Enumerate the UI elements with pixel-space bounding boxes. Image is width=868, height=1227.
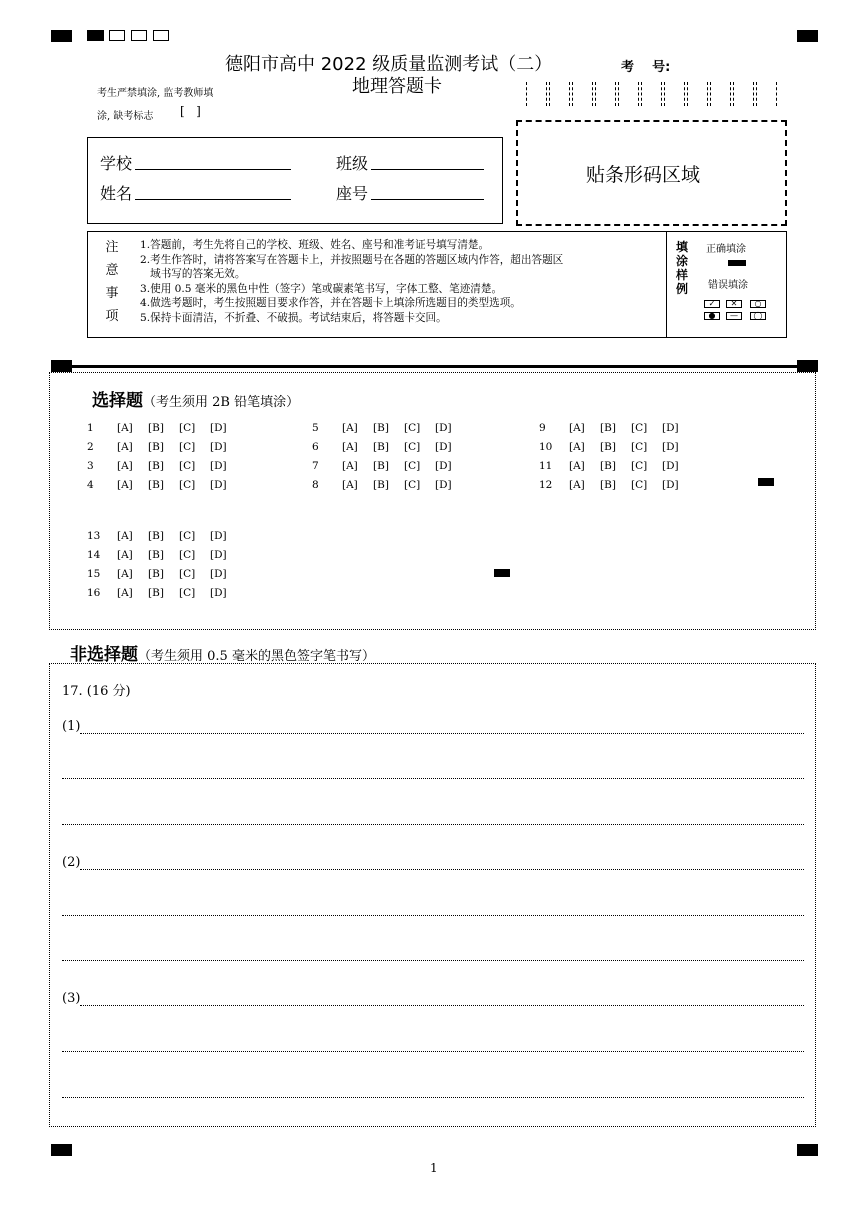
- wrong-fill-slash-icon: —: [726, 312, 742, 320]
- answer-bubble[interactable]: [A]: [342, 422, 358, 434]
- notice-item: 1.答题前，考生先将自己的学校、班级、姓名、座号和准考证号填写清楚。: [140, 239, 490, 251]
- answer-bubble[interactable]: [C]: [179, 568, 196, 580]
- notice-heading: [102, 236, 122, 328]
- answer-bubble[interactable]: [B]: [600, 479, 616, 491]
- answer-bubble[interactable]: [A]: [342, 479, 358, 491]
- choice-question-row: [87, 422, 241, 434]
- notice-item: 5.保持卡面清洁，不折叠、不破损。考试结束后，将答题卡交回。: [140, 311, 447, 324]
- answer-bubble[interactable]: [C]: [631, 479, 648, 491]
- exam-number-digit[interactable]: [710, 82, 731, 106]
- section-divider-line: [72, 365, 797, 368]
- answer-bubble[interactable]: [D]: [662, 479, 679, 491]
- part-2-label: (2): [62, 855, 81, 870]
- class-field[interactable]: [371, 169, 484, 170]
- notice-divider: [666, 232, 667, 337]
- divider-mark-right: [797, 360, 818, 372]
- notice-item: 3.使用 0.5 毫米的黑色中性（签字）笔或碳素笔书写，字体工整、笔迹清楚。: [140, 282, 503, 295]
- seat-field[interactable]: [371, 199, 484, 200]
- answer-bubble[interactable]: [C]: [179, 587, 196, 599]
- answer-line[interactable]: [62, 824, 804, 825]
- answer-bubble[interactable]: [A]: [117, 479, 133, 491]
- answer-line[interactable]: [80, 869, 804, 870]
- barcode-area-label: 贴条形码区域: [586, 164, 701, 186]
- answer-bubble[interactable]: [B]: [600, 460, 616, 472]
- answer-bubble[interactable]: [C]: [404, 441, 421, 453]
- answer-bubble[interactable]: [B]: [373, 479, 389, 491]
- exam-number-digit[interactable]: [549, 82, 570, 106]
- answer-bubble[interactable]: [B]: [148, 530, 164, 542]
- timing-mark-filled: [87, 30, 104, 41]
- correct-fill-example: [728, 260, 746, 266]
- answer-bubble[interactable]: [A]: [117, 568, 133, 580]
- fill-heading-char: 样: [675, 268, 688, 282]
- exam-number-digit[interactable]: [756, 82, 777, 106]
- answer-bubble[interactable]: [C]: [404, 479, 421, 491]
- answer-bubble[interactable]: [C]: [631, 422, 648, 434]
- choice-title-note: （考生须用 2B 铅笔填涂）: [143, 395, 300, 410]
- exam-title: 德阳市高中 2022 级质量监测考试（二）: [225, 54, 553, 75]
- answer-bubble[interactable]: [A]: [117, 530, 133, 542]
- answer-bubble[interactable]: [A]: [569, 460, 585, 472]
- notice-heading-char: 注: [105, 240, 119, 255]
- divider-mark-left: [51, 360, 72, 372]
- answer-bubble[interactable]: [A]: [117, 549, 133, 561]
- question-number: 3: [87, 460, 94, 472]
- class-label: 班级: [336, 154, 369, 173]
- timing-mark-empty: [131, 30, 147, 41]
- notice-item: 4.做选考题时，考生按照题目要求作答，并在答题卡上填涂所选题目的类型选项。: [140, 297, 521, 310]
- timing-mark-empty: [153, 30, 169, 41]
- answer-line[interactable]: [62, 1097, 804, 1098]
- exam-number-digit[interactable]: [595, 82, 616, 106]
- name-label: 姓名: [100, 184, 133, 203]
- answer-bubble[interactable]: [D]: [662, 422, 679, 434]
- answer-bubble[interactable]: [D]: [435, 460, 452, 472]
- answer-bubble[interactable]: [D]: [435, 441, 452, 453]
- choice-title-text: 选择题: [92, 391, 143, 411]
- answer-bubble[interactable]: [B]: [148, 479, 164, 491]
- answer-bubble[interactable]: [B]: [148, 568, 164, 580]
- answer-bubble[interactable]: [C]: [179, 422, 196, 434]
- exam-number-label: 考 号:: [621, 60, 671, 75]
- answer-bubble[interactable]: [D]: [210, 549, 227, 561]
- answer-bubble[interactable]: [C]: [179, 530, 196, 542]
- answer-bubble[interactable]: [A]: [117, 422, 133, 434]
- nonchoice-title-text: 非选择题: [70, 645, 138, 665]
- exam-number-digit[interactable]: [687, 82, 708, 106]
- choice-question-row: [312, 441, 466, 453]
- corner-mark-bottom-right: [797, 1144, 818, 1156]
- exam-number-digit[interactable]: [572, 82, 593, 106]
- notice-box: [87, 231, 787, 338]
- question-number: 2: [87, 441, 94, 453]
- question-number: 5: [312, 422, 319, 434]
- question-number: 12: [539, 479, 553, 491]
- answer-bubble[interactable]: [D]: [662, 441, 679, 453]
- choice-question-row: [539, 460, 693, 472]
- nonchoice-title-note: （考生须用 0.5 毫米的黑色签字笔书写）: [138, 649, 375, 664]
- fill-example-heading: [673, 240, 691, 296]
- choice-question-row: [312, 460, 466, 472]
- answer-bubble[interactable]: [B]: [148, 460, 164, 472]
- wrong-fill-circle-icon: ○: [750, 300, 766, 308]
- answer-bubble[interactable]: [D]: [435, 479, 452, 491]
- page-number: 1: [430, 1161, 438, 1175]
- correct-fill-label: 正确填涂: [706, 244, 746, 255]
- notice-item: 2.考生作答时，请将答案写在答题卡上，并按照题号在各题的答题区域内作答，超出答题区: [140, 253, 564, 266]
- exam-number-digit[interactable]: [641, 82, 662, 106]
- question-number: 11: [539, 460, 553, 472]
- answer-bubble[interactable]: [B]: [148, 549, 164, 561]
- answer-bubble[interactable]: [B]: [373, 460, 389, 472]
- exam-number-digit[interactable]: [618, 82, 639, 106]
- answer-line[interactable]: [80, 733, 804, 734]
- part-1-label: (1): [62, 719, 81, 734]
- question-number: 16: [87, 587, 101, 599]
- question-number: 9: [539, 422, 546, 434]
- answer-bubble[interactable]: [B]: [373, 441, 389, 453]
- notice-heading-char: 项: [105, 309, 119, 324]
- question-number: 4: [87, 479, 94, 491]
- student-info-box: [87, 137, 503, 224]
- choice-question-row: [87, 549, 241, 561]
- answer-bubble[interactable]: [C]: [179, 460, 196, 472]
- answer-bubble[interactable]: [B]: [600, 422, 616, 434]
- answer-bubble[interactable]: [B]: [373, 422, 389, 434]
- question-number: 15: [87, 568, 101, 580]
- choice-question-row: [539, 479, 693, 491]
- answer-bubble[interactable]: [C]: [404, 422, 421, 434]
- corner-mark-top-right: [797, 30, 818, 42]
- choice-question-row: [87, 479, 241, 491]
- answer-bubble[interactable]: [C]: [179, 549, 196, 561]
- corner-mark-top-left: [51, 30, 72, 42]
- exam-number-digit[interactable]: [733, 82, 754, 106]
- answer-bubble[interactable]: [D]: [210, 479, 227, 491]
- nonchoice-section-title: [70, 640, 375, 665]
- answer-bubble[interactable]: [B]: [148, 441, 164, 453]
- answer-bubble[interactable]: [A]: [569, 441, 585, 453]
- corner-mark-bottom-left: [51, 1144, 72, 1156]
- absent-note-line1: 考生严禁填涂, 监考教师填: [97, 88, 214, 99]
- barcode-area: [516, 120, 787, 226]
- answer-bubble[interactable]: [D]: [662, 460, 679, 472]
- answer-bubble[interactable]: [A]: [117, 441, 133, 453]
- card-subtitle: 地理答题卡: [352, 76, 442, 97]
- absent-note-line2: 涂, 缺考标志: [97, 111, 154, 122]
- choice-question-row: [539, 441, 693, 453]
- exam-number-digit[interactable]: [664, 82, 685, 106]
- fill-heading-char: 例: [675, 282, 688, 296]
- question-number: 13: [87, 530, 101, 542]
- seat-label: 座号: [336, 184, 369, 203]
- answer-bubble[interactable]: [D]: [210, 460, 227, 472]
- wrong-fill-label: 错误填涂: [708, 280, 748, 291]
- choice-question-row: [87, 530, 241, 542]
- notice-item: 域书写的答案无效。: [140, 268, 246, 281]
- wrong-fill-cross-icon: ✕: [726, 300, 742, 308]
- exam-number-digit[interactable]: [526, 82, 547, 106]
- question-number: 1: [87, 422, 94, 434]
- answer-bubble[interactable]: [D]: [210, 422, 227, 434]
- question-number: 14: [87, 549, 101, 561]
- wrong-fill-oval-icon: ◯: [750, 312, 766, 320]
- wrong-fill-dot-icon: ●: [704, 312, 720, 320]
- answer-bubble[interactable]: [D]: [210, 587, 227, 599]
- choice-question-row: [539, 422, 693, 434]
- answer-bubble[interactable]: [C]: [404, 460, 421, 472]
- fill-heading-char: 填: [675, 240, 688, 254]
- answer-bubble[interactable]: [A]: [569, 422, 585, 434]
- answer-line[interactable]: [62, 1051, 804, 1052]
- choice-question-row: [312, 422, 466, 434]
- alignment-mark: [494, 569, 510, 577]
- answer-bubble[interactable]: [C]: [179, 479, 196, 491]
- answer-line[interactable]: [80, 1005, 804, 1006]
- name-field[interactable]: [135, 199, 291, 200]
- answer-bubble[interactable]: [C]: [631, 460, 648, 472]
- answer-bubble[interactable]: [D]: [210, 568, 227, 580]
- choice-question-row: [87, 460, 241, 472]
- answer-bubble[interactable]: [C]: [631, 441, 648, 453]
- timing-mark-empty: [109, 30, 125, 41]
- choice-question-row: [312, 479, 466, 491]
- answer-bubble[interactable]: [A]: [117, 460, 133, 472]
- school-label: 学校: [100, 154, 133, 173]
- absent-mark-box[interactable]: [ ]: [180, 104, 201, 118]
- choice-section-title: [92, 386, 299, 411]
- answer-bubble[interactable]: [D]: [435, 422, 452, 434]
- notice-items: [140, 238, 563, 326]
- answer-bubble[interactable]: [A]: [569, 479, 585, 491]
- answer-line[interactable]: [62, 915, 804, 916]
- choice-question-row: [87, 568, 241, 580]
- answer-bubble[interactable]: [A]: [342, 441, 358, 453]
- answer-line[interactable]: [62, 778, 804, 779]
- wrong-fill-check-icon: ✓: [704, 300, 720, 308]
- answer-bubble[interactable]: [B]: [148, 422, 164, 434]
- fill-heading-char: 涂: [675, 254, 688, 268]
- question-number: 6: [312, 441, 319, 453]
- question-17-label: 17. (16 分): [62, 684, 131, 699]
- answer-bubble[interactable]: [B]: [148, 587, 164, 599]
- answer-bubble[interactable]: [D]: [210, 441, 227, 453]
- answer-bubble[interactable]: [A]: [342, 460, 358, 472]
- answer-line[interactable]: [62, 960, 804, 961]
- question-number: 10: [539, 441, 553, 453]
- alignment-mark: [758, 478, 774, 486]
- question-number: 7: [312, 460, 319, 472]
- answer-bubble[interactable]: [D]: [210, 530, 227, 542]
- notice-heading-char: 意: [105, 263, 119, 278]
- school-field[interactable]: [135, 169, 291, 170]
- answer-bubble[interactable]: [A]: [117, 587, 133, 599]
- part-3-label: (3): [62, 991, 81, 1006]
- question-number: 8: [312, 479, 319, 491]
- answer-bubble[interactable]: [C]: [179, 441, 196, 453]
- notice-heading-char: 事: [105, 286, 119, 301]
- answer-bubble[interactable]: [B]: [600, 441, 616, 453]
- choice-question-row: [87, 587, 241, 599]
- choice-question-row: [87, 441, 241, 453]
